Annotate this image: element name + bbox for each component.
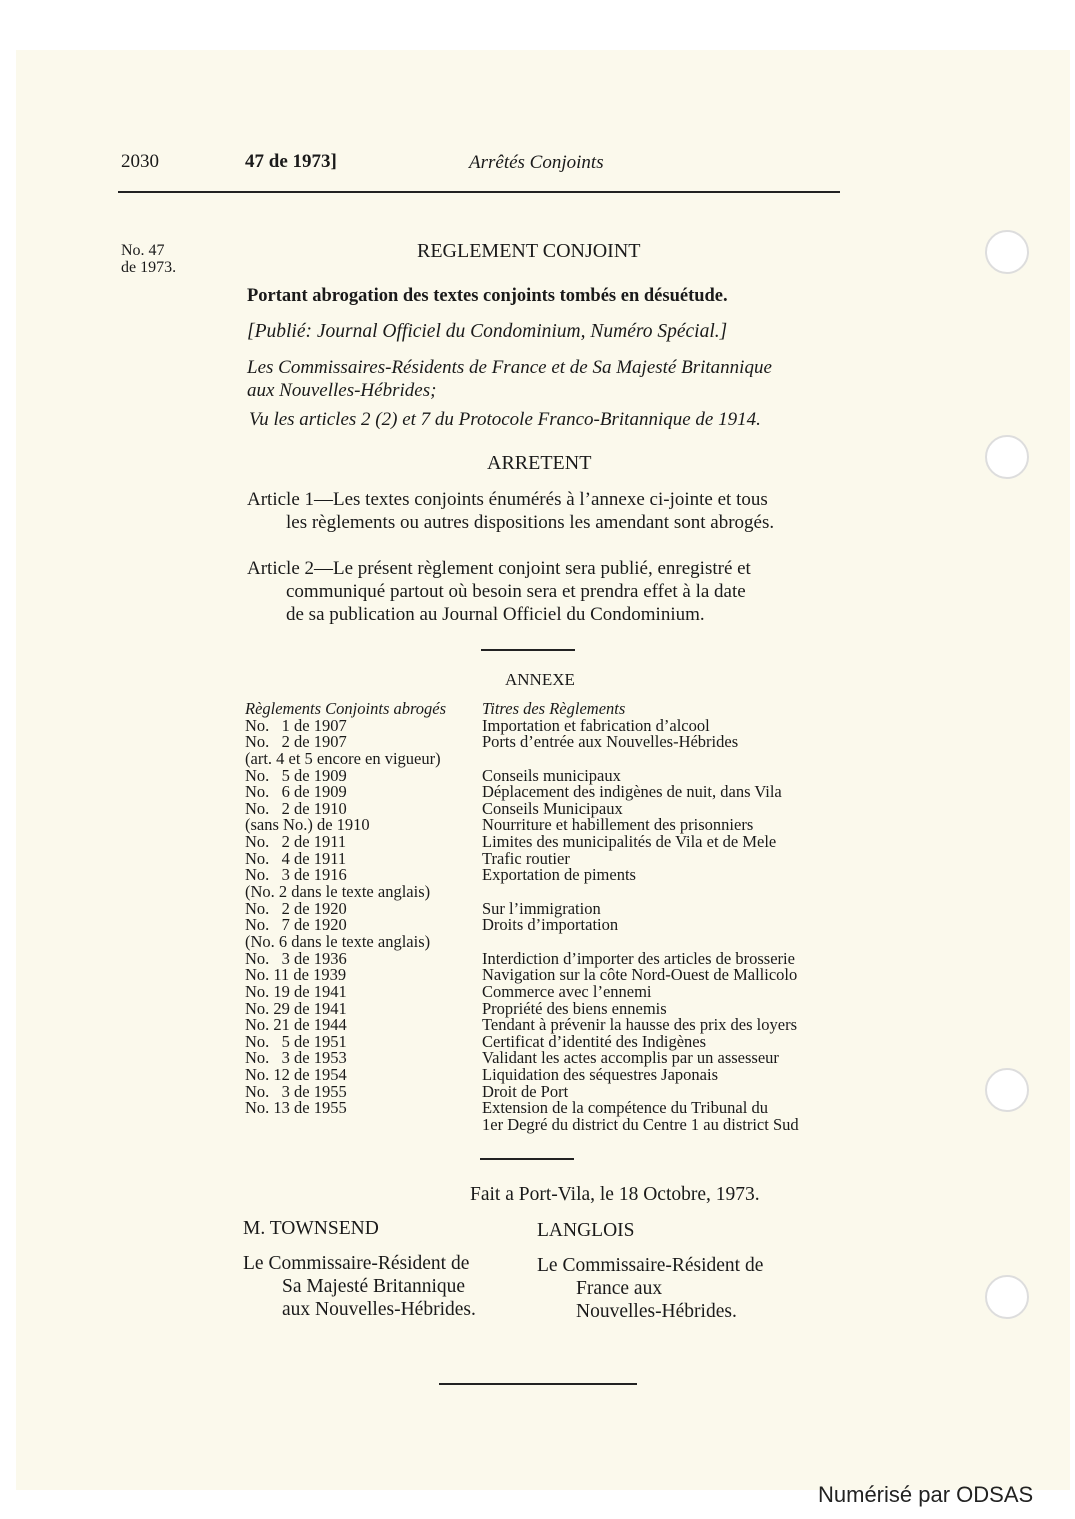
regulation-title: Conseils municipaux bbox=[482, 765, 621, 785]
signatory-title: Sa Majesté Britannique bbox=[282, 1276, 466, 1297]
regulation-ref: No. 2 de 1920 bbox=[245, 898, 347, 918]
regulation-title: Trafic routier bbox=[482, 848, 570, 868]
article-2 bbox=[247, 557, 751, 626]
column-header: Titres des Règlements bbox=[482, 699, 626, 718]
regulation-ref: No. 6 de 1909 bbox=[245, 782, 347, 802]
regulation-title: Navigation sur la côte Nord-Ouest de Mallicolo bbox=[482, 965, 798, 985]
header-title: Arrêtés Conjoints bbox=[469, 152, 604, 173]
header-ref: 47 de 1973] bbox=[245, 151, 337, 172]
regulation-title: Validant les actes accomplis par un assesseur bbox=[482, 1048, 779, 1068]
regulation-ref: (No. 6 dans le texte anglais) bbox=[245, 931, 431, 951]
watermark: Numérisé par ODSAS bbox=[818, 1482, 1034, 1507]
regulation-ref: No. 2 de 1907 bbox=[245, 732, 347, 752]
signatory-france bbox=[537, 1219, 763, 1323]
signatory-name: M. TOWNSEND bbox=[243, 1218, 379, 1239]
signatory-title: aux Nouvelles-Hébrides. bbox=[282, 1299, 476, 1320]
header-rule bbox=[118, 191, 840, 193]
end-rule bbox=[439, 1383, 637, 1385]
regulation-title: Liquidation des séquestres Japonais bbox=[482, 1065, 718, 1085]
article-line: les règlements ou autres dispositions les amendant sont abrogés. bbox=[286, 512, 775, 533]
regulation-ref: No. 13 de 1955 bbox=[245, 1098, 347, 1118]
article-1 bbox=[247, 488, 774, 534]
regulation-ref: No. 29 de 1941 bbox=[245, 998, 347, 1018]
page-number: 2030 bbox=[121, 151, 159, 172]
punch-hole bbox=[985, 1068, 1029, 1112]
regulation-ref: No. 5 de 1909 bbox=[245, 765, 347, 785]
annex-row bbox=[245, 1117, 799, 1134]
regulation-title: Limites des municipalités de Vila et de Mele bbox=[482, 832, 777, 852]
regulation-title: 1er Degré du district du Centre 1 au district Sud bbox=[482, 1115, 799, 1135]
regulation-ref: No. 1 de 1907 bbox=[245, 715, 347, 735]
regulation-title: Droit de Port bbox=[482, 1081, 569, 1101]
signatory-britain bbox=[243, 1217, 476, 1321]
signatory-title: Le Commissaire-Résident de bbox=[243, 1253, 470, 1274]
section-rule bbox=[481, 649, 575, 651]
section-rule bbox=[480, 1158, 574, 1160]
regulation-ref: No. 5 de 1951 bbox=[245, 1031, 347, 1051]
regulation-ref: (sans No.) de 1910 bbox=[245, 815, 370, 835]
preamble-line: Les Commissaires-Résidents de France et de Sa Majesté Britannique bbox=[247, 357, 772, 378]
regulation-ref: No. 21 de 1944 bbox=[245, 1015, 347, 1035]
regulation-title: Importation et fabrication d’alcool bbox=[482, 715, 710, 735]
regulation-title: Nourriture et habillement des prisonniers bbox=[482, 815, 754, 835]
regulation-ref: No. 3 de 1955 bbox=[245, 1081, 347, 1101]
regulation-ref: No. 3 de 1953 bbox=[245, 1048, 347, 1068]
regulation-title: Tendant à prévenir la hausse des prix des loyers bbox=[482, 1015, 797, 1035]
regulation-title: Commerce avec l’ennemi bbox=[482, 981, 652, 1001]
preamble-line: aux Nouvelles-Hébrides; bbox=[247, 380, 437, 401]
vu: Vu les articles 2 (2) et 7 du Protocole Franco-Britannique de 1914. bbox=[249, 409, 761, 430]
annex-title: ANNEXE bbox=[505, 670, 575, 689]
regulation-ref bbox=[245, 1117, 482, 1134]
annex-table bbox=[245, 701, 799, 1134]
subtitle: Portant abrogation des textes conjoints tombés en désuétude. bbox=[247, 286, 728, 306]
regulation-ref: No. 2 de 1910 bbox=[245, 798, 347, 818]
regulation-title: Conseils Municipaux bbox=[482, 798, 623, 818]
regulation-ref: No. 12 de 1954 bbox=[245, 1065, 347, 1085]
signatory-title: Le Commissaire-Résident de bbox=[537, 1255, 764, 1276]
regulation-title: Propriété des biens ennemis bbox=[482, 998, 667, 1018]
regulation-ref: (No. 2 dans le texte anglais) bbox=[245, 882, 431, 902]
regulation-title: Certificat d’identité des Indigènes bbox=[482, 1031, 707, 1051]
margin-note bbox=[121, 242, 176, 276]
published: [Publié: Journal Officiel du Condominium, Numéro Spécial.] bbox=[247, 321, 728, 342]
regulation-title: Sur l’immigration bbox=[482, 898, 601, 918]
punch-hole bbox=[985, 1275, 1029, 1319]
margin-note-line: No. 47 bbox=[121, 242, 165, 259]
regulation-ref: No. 3 de 1936 bbox=[245, 948, 347, 968]
regulation-ref: No. 11 de 1939 bbox=[245, 965, 347, 985]
regulation-title: Exportation de piments bbox=[482, 865, 636, 885]
regulation-ref: No. 4 de 1911 bbox=[245, 848, 347, 868]
article-line: de sa publication au Journal Officiel du Condominium. bbox=[286, 604, 705, 625]
regulation-title: Ports d’entrée aux Nouvelles-Hébrides bbox=[482, 732, 739, 752]
heading: REGLEMENT CONJOINT bbox=[417, 240, 641, 262]
article-line: Article 1—Les textes conjoints énumérés à l’annexe ci-jointe et tous bbox=[247, 489, 768, 510]
regulation-title: Interdiction d’importer des articles de brosserie bbox=[482, 948, 795, 968]
column-header: Règlements Conjoints abrogés bbox=[245, 699, 447, 718]
punch-hole bbox=[985, 230, 1029, 274]
regulation-title: Extension de la compétence du Tribunal du bbox=[482, 1098, 768, 1118]
regulation-ref: No. 2 de 1911 bbox=[245, 832, 347, 852]
signatory-title: France aux bbox=[576, 1278, 663, 1299]
regulation-ref: (art. 4 et 5 encore en vigueur) bbox=[245, 748, 441, 768]
punch-hole bbox=[985, 435, 1029, 479]
margin-note-line: de 1973. bbox=[121, 259, 177, 276]
article-line: communiqué partout où besoin sera et prendra effet à la date bbox=[286, 581, 746, 602]
fait-line: Fait a Port-Vila, le 18 Octobre, 1973. bbox=[470, 1184, 760, 1205]
arretent-heading: ARRETENT bbox=[487, 452, 592, 474]
preamble bbox=[247, 356, 772, 402]
regulation-ref: No. 19 de 1941 bbox=[245, 981, 347, 1001]
regulation-ref: No. 3 de 1916 bbox=[245, 865, 347, 885]
regulation-ref: No. 7 de 1920 bbox=[245, 915, 347, 935]
regulation-title: Droits d’importation bbox=[482, 915, 619, 935]
signatory-title: Nouvelles-Hébrides. bbox=[576, 1301, 737, 1322]
signatory-name: LANGLOIS bbox=[537, 1220, 635, 1241]
regulation-title: Déplacement des indigènes de nuit, dans Vila bbox=[482, 782, 782, 802]
article-line: Article 2—Le présent règlement conjoint sera publié, enregistré et bbox=[247, 558, 751, 579]
